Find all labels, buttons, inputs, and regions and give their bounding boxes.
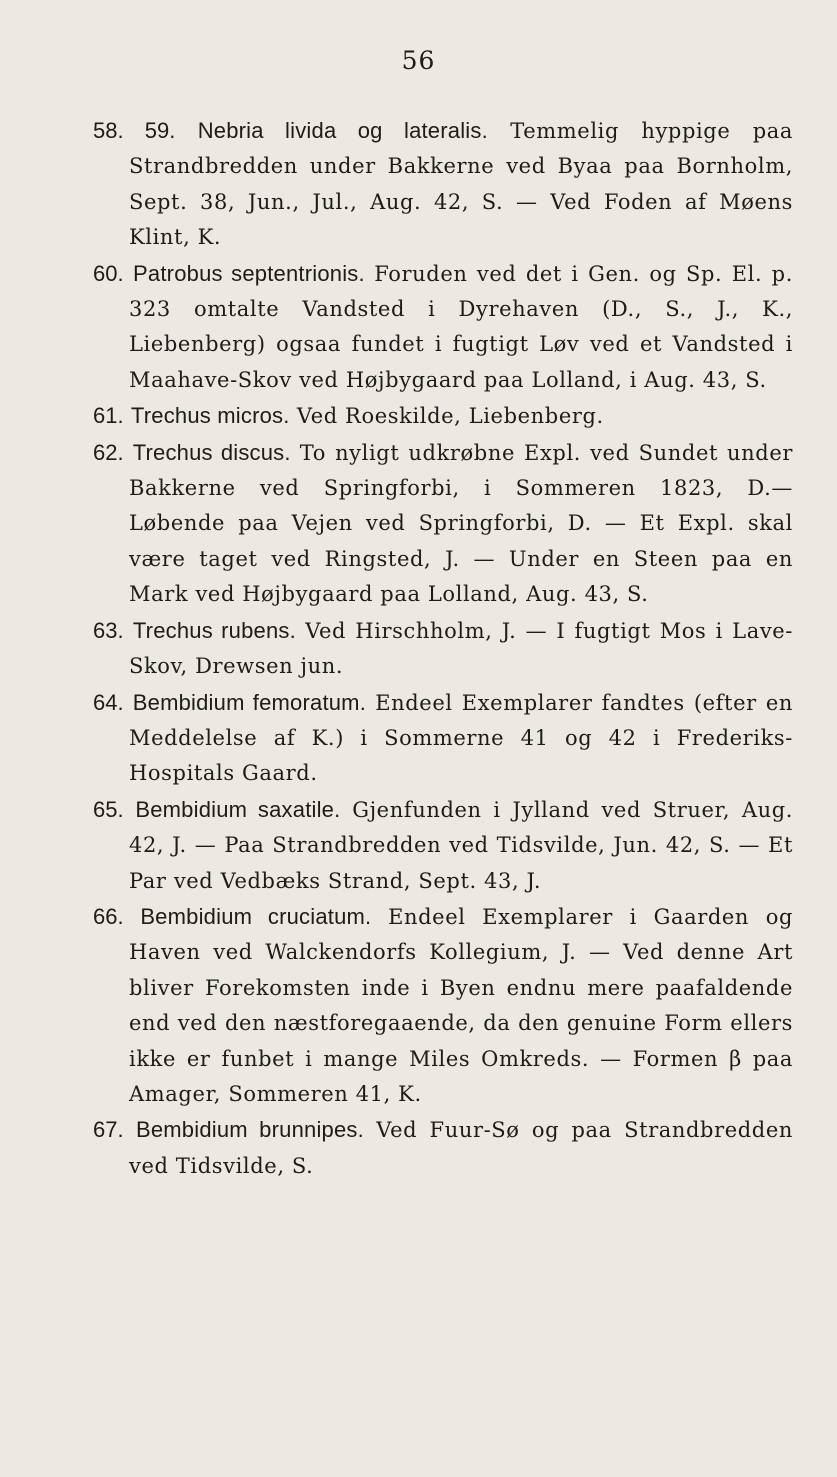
page-number: 56 <box>401 46 436 75</box>
entry-text: To nyligt udkrøbne Expl. ved Sundet under Bakkerne ved Springforbi, i Sommeren 1823, D.— Løbende paa Vejen ved Springforbi, D. — Et Expl. skal være taget ved Ringsted, J. — Under en Steen paa en Mark ved Højbygaard paa Lolland, Aug. 43, S. <box>129 440 794 607</box>
species-name: Nebria livida og lateralis. <box>197 118 488 143</box>
entry-text: Temmelig hyppige paa Strandbredden under Bakkerne ved Byaa paa Bornholm, Sept. 38, Jun., Jul., Aug. 42, S. — Ved Foden af Møens Klint, K. <box>129 119 793 250</box>
entry-number: 58. 59. <box>93 118 176 143</box>
entry-63 <box>93 613 793 685</box>
species-name: Bembidium cruciatum. <box>140 903 372 929</box>
entry-58-59 <box>93 113 793 256</box>
entry-text: Foruden ved det i Gen. og Sp. El. p. 323 omtalte Vandsted i Dyrehaven (D., S., J., K., Liebenberg) ogsaa fundet i fugtigt Løv ved et Vandsted i Maahave-Skov ved Højbygaard paa Lolland, i Aug. 43, S. <box>129 261 793 392</box>
entry-number: 65. <box>93 796 124 822</box>
entry-text: Ved Roeskilde, Liebenberg. <box>296 404 604 429</box>
entry-number: 60. <box>93 260 124 286</box>
entry-number: 63. <box>93 617 124 643</box>
species-list <box>93 113 793 1184</box>
species-name: Trechus discus. <box>132 439 291 465</box>
entry-text: Ved Fuur-Sø og paa Strandbredden ved Tidsvilde, S. <box>129 1118 793 1178</box>
entry-62 <box>93 435 793 613</box>
entry-number: 66. <box>93 903 124 929</box>
entry-61 <box>93 398 793 434</box>
species-name: Bembidium saxatile. <box>135 796 341 822</box>
entry-text: Endeel Exemplarer i Gaarden og Haven ved Walckendorfs Kollegium, J. — Ved denne Art bliver Forekomsten inde i Byen endnu mere paafaldende end ved den næstforegaaende, da den genuine Form ellers ikke er funbet i mange Miles Omkreds. — Formen β paa Amager, Sommeren 41, K. <box>129 904 793 1106</box>
entry-number: 64. <box>93 689 124 715</box>
species-name: Trechus rubens. <box>132 617 296 643</box>
species-name: Bembidium brunnipes. <box>135 1117 364 1143</box>
entry-67 <box>93 1112 793 1184</box>
species-name: Trechus micros. <box>130 403 290 429</box>
entry-65 <box>93 792 793 899</box>
species-name: Bembidium femoratum. <box>132 689 367 715</box>
entry-number: 67. <box>93 1117 124 1143</box>
entry-text: Ved Hirschholm, J. — I fugtigt Mos i Lave-Skov, Drewsen jun. <box>129 618 794 679</box>
entry-text: Gjenfunden i Jylland ved Struer, Aug. 42, J. — Paa Strandbredden ved Tidsvilde, Jun. 42, S. — Et Par ved Vedbæks Strand, Sept. 43, J. <box>129 797 794 893</box>
species-name: Patrobus septentrionis. <box>133 260 365 286</box>
entry-number: 62. <box>93 439 124 465</box>
entry-number: 61. <box>93 403 124 429</box>
entry-64 <box>93 685 793 792</box>
entry-60 <box>93 256 793 399</box>
entry-text: Endeel Exemplarer fandtes (efter en Meddelelse af K.) i Sommerne 41 og 42 i Frederiks-Hospitals Gaard. <box>129 690 794 786</box>
entry-66 <box>93 899 793 1112</box>
